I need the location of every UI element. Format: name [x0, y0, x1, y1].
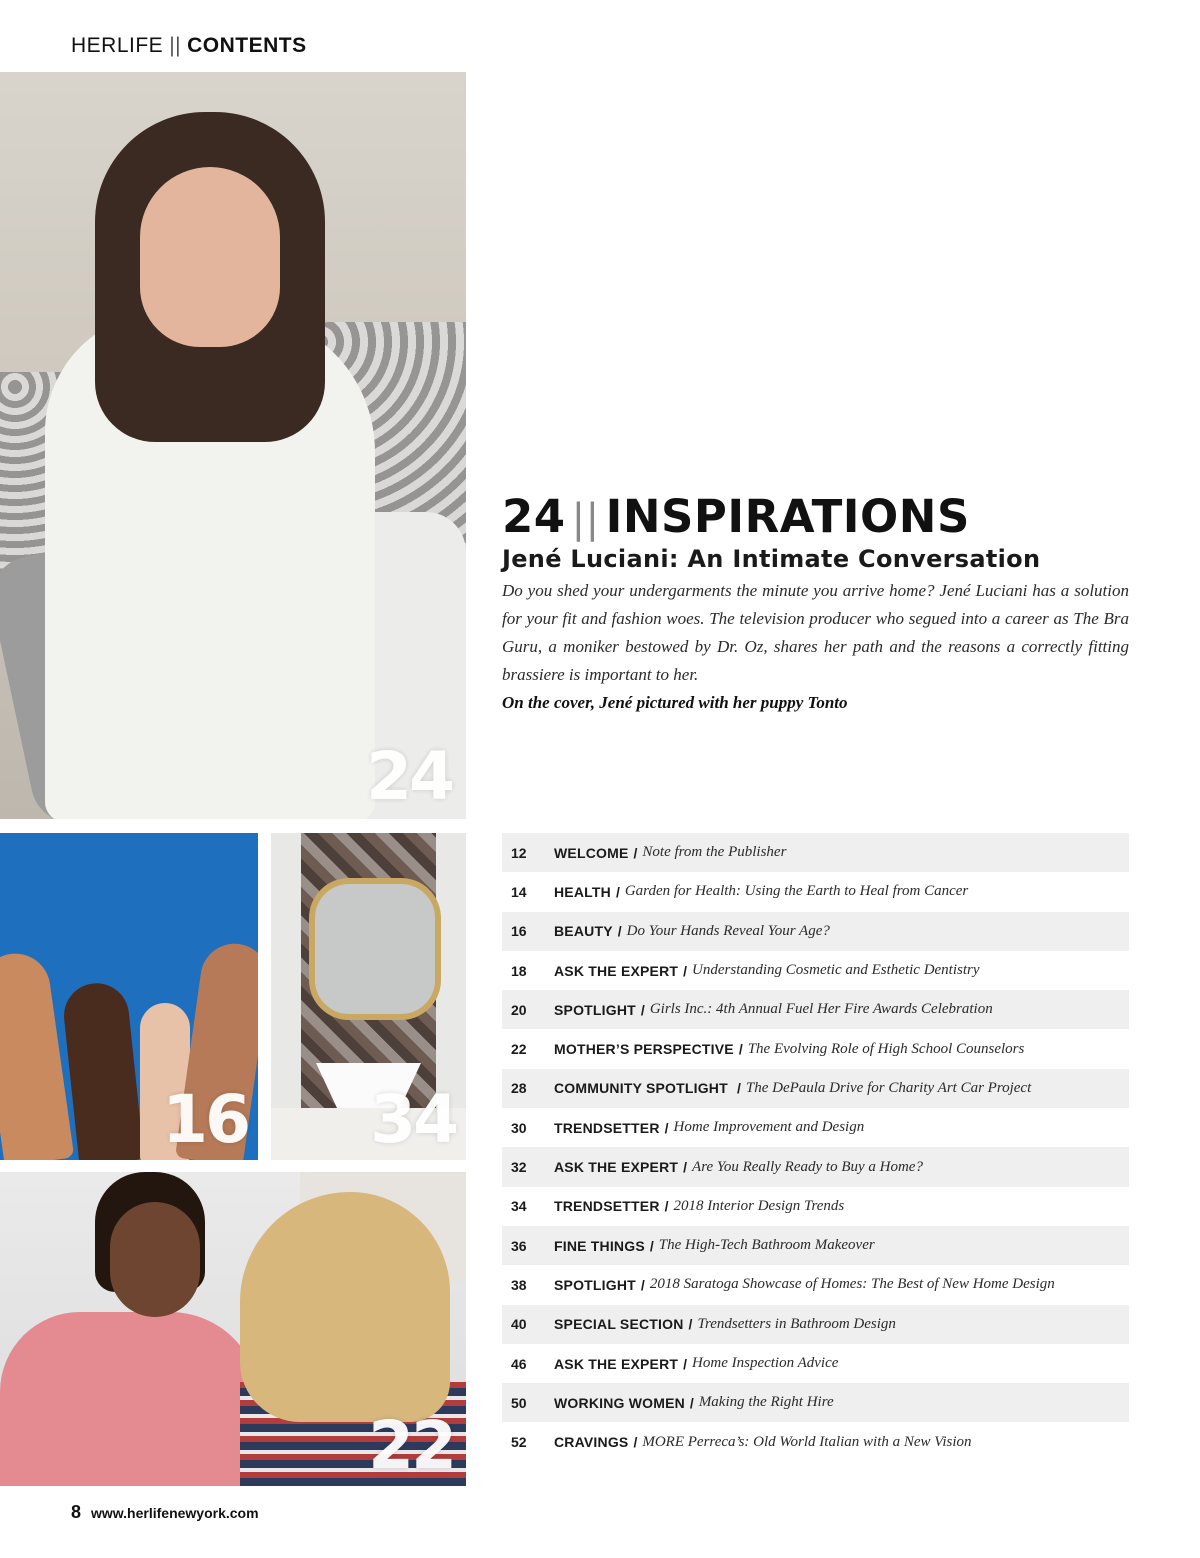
toc-row[interactable]: [502, 1265, 1129, 1304]
toc-separator: /: [683, 1355, 688, 1372]
toc-row[interactable]: [502, 1187, 1129, 1226]
toc-page-number: 36: [511, 1237, 527, 1254]
toc-title: Note from the Publisher: [642, 844, 787, 861]
toc-title: 2018 Interior Design Trends: [673, 1197, 845, 1214]
feature-body-text: Do you shed your undergarments the minute you arrive home? Jené Luciani has a solution for your fit and fashion woes. The television producer who segued into a career as The Bra Guru, a moniker bestowed by Dr. Oz, shares her path and the reasons a correctly fitting brassiere is important to her.: [502, 581, 1129, 684]
page-number: 8: [71, 1502, 82, 1522]
toc-separator: /: [738, 1041, 743, 1058]
feature-subtitle: Jené Luciani: An Intimate Conversation: [502, 545, 1041, 573]
toc-separator: /: [640, 1276, 645, 1293]
toc-separator: /: [649, 1237, 654, 1254]
toc-category: SPECIAL SECTION: [554, 1316, 684, 1333]
toc-page-number: 16: [511, 923, 527, 940]
toc-separator: /: [633, 1434, 638, 1451]
toc-category: FINE THINGS: [554, 1237, 645, 1254]
toc-separator: /: [683, 962, 688, 979]
toc-title: The High-Tech Bathroom Makeover: [658, 1237, 875, 1254]
toc-separator: /: [617, 923, 622, 940]
toc-row[interactable]: [502, 1147, 1129, 1186]
toc-title: 2018 Saratoga Showcase of Homes: The Best of New Home Design: [649, 1276, 1055, 1293]
header-separator: ||: [169, 34, 182, 57]
toc-title: Trendsetters in Bathroom Design: [697, 1315, 896, 1332]
toc-page-number: 22: [511, 1041, 527, 1058]
toc-separator: /: [688, 1316, 693, 1333]
page-header: [71, 34, 307, 58]
toc-row[interactable]: [502, 1383, 1129, 1422]
toc-page-number: 40: [511, 1316, 527, 1333]
toc-category: HEALTH: [554, 883, 611, 900]
toc-row[interactable]: [502, 951, 1129, 990]
toc-page-number: 32: [511, 1159, 527, 1176]
toc-row[interactable]: [502, 1422, 1129, 1461]
feature-heading[interactable]: [502, 490, 1129, 543]
toc-category: COMMUNITY SPOTLIGHT: [554, 1080, 732, 1097]
toc-category: WORKING WOMEN: [554, 1394, 685, 1411]
toc-page-number: 20: [511, 1001, 527, 1018]
photo-page-number: 16: [162, 1081, 248, 1158]
toc-separator: /: [664, 1119, 669, 1136]
photo-page-number: 22: [368, 1407, 454, 1484]
toc-separator: /: [683, 1159, 688, 1176]
toc-category: WELCOME: [554, 844, 629, 861]
toc-separator: /: [689, 1394, 694, 1411]
toc-category: BEAUTY: [554, 923, 613, 940]
toc-page-number: 52: [511, 1434, 527, 1451]
toc-title: The DePaula Drive for Charity Art Car Project: [745, 1079, 1032, 1096]
toc-category: SPOTLIGHT: [554, 1001, 636, 1018]
page-footer: [71, 1502, 259, 1523]
feature-separator: ||: [571, 496, 600, 542]
toc-page-number: 30: [511, 1119, 527, 1136]
toc-category: ASK THE EXPERT: [554, 1159, 679, 1176]
toc-row[interactable]: [502, 1108, 1129, 1147]
toc-title: The Evolving Role of High School Counselors: [747, 1040, 1025, 1057]
toc-row[interactable]: [502, 990, 1129, 1029]
toc-page-number: 46: [511, 1355, 527, 1372]
toc-separator: /: [633, 844, 638, 861]
toc-title: MORE Perreca’s: Old World Italian with a New Vision: [642, 1433, 972, 1450]
toc-page-number: 28: [511, 1080, 527, 1097]
cover-photo-jene-luciani[interactable]: [0, 72, 466, 819]
toc-page-number: 18: [511, 962, 527, 979]
website-url[interactable]: www.herlifenewyork.com: [91, 1505, 259, 1521]
toc-page-number: 12: [511, 844, 527, 861]
toc-separator: /: [640, 1001, 645, 1018]
toc-separator: /: [736, 1080, 741, 1097]
toc-title: Garden for Health: Using the Earth to Heal from Cancer: [624, 883, 969, 900]
toc-row[interactable]: [502, 872, 1129, 911]
feature-story: [502, 490, 1129, 717]
toc-category: ASK THE EXPERT: [554, 1355, 679, 1372]
table-of-contents: [502, 833, 1129, 1462]
toc-row[interactable]: [502, 1069, 1129, 1108]
feature-page-number: 24: [502, 490, 566, 543]
photo-page-number: 34: [370, 1081, 456, 1158]
toc-separator: /: [615, 883, 620, 900]
toc-page-number: 34: [511, 1198, 527, 1215]
toc-separator: /: [664, 1198, 669, 1215]
toc-page-number: 50: [511, 1394, 527, 1411]
section-title: CONTENTS: [187, 34, 307, 57]
toc-page-number: 14: [511, 883, 527, 900]
toc-category: SPOTLIGHT: [554, 1276, 636, 1293]
toc-title: Understanding Cosmetic and Esthetic Dentistry: [692, 962, 980, 979]
magazine-brand: HERLIFE: [71, 34, 164, 57]
counseling-photo[interactable]: [0, 1172, 466, 1486]
toc-row[interactable]: [502, 833, 1129, 872]
toc-category: CRAVINGS: [554, 1434, 629, 1451]
toc-title: Making the Right Hire: [698, 1394, 834, 1411]
toc-row[interactable]: [502, 1226, 1129, 1265]
toc-title: Home Inspection Advice: [692, 1355, 839, 1371]
toc-row[interactable]: [502, 1305, 1129, 1344]
toc-title: Are You Really Ready to Buy a Home?: [692, 1158, 923, 1175]
toc-category: MOTHER’S PERSPECTIVE: [554, 1041, 734, 1058]
cover-caption: On the cover, Jené pictured with her puppy Tonto: [502, 693, 848, 712]
toc-title: Home Improvement and Design: [673, 1119, 865, 1136]
toc-page-number: 38: [511, 1276, 527, 1293]
toc-category: ASK THE EXPERT: [554, 962, 679, 979]
toc-row[interactable]: [502, 1344, 1129, 1383]
toc-category: TRENDSETTER: [554, 1198, 660, 1215]
toc-row[interactable]: [502, 1029, 1129, 1068]
toc-row[interactable]: [502, 912, 1129, 951]
photo-page-number: 24: [366, 738, 452, 815]
toc-category: TRENDSETTER: [554, 1119, 660, 1136]
bathroom-photo[interactable]: [271, 833, 466, 1160]
toc-title: Girls Inc.: 4th Annual Fuel Her Fire Awards Celebration: [649, 1001, 993, 1018]
hands-photo[interactable]: [0, 833, 258, 1160]
toc-title: Do Your Hands Reveal Your Age?: [626, 922, 830, 939]
feature-category: INSPIRATIONS: [605, 490, 970, 543]
